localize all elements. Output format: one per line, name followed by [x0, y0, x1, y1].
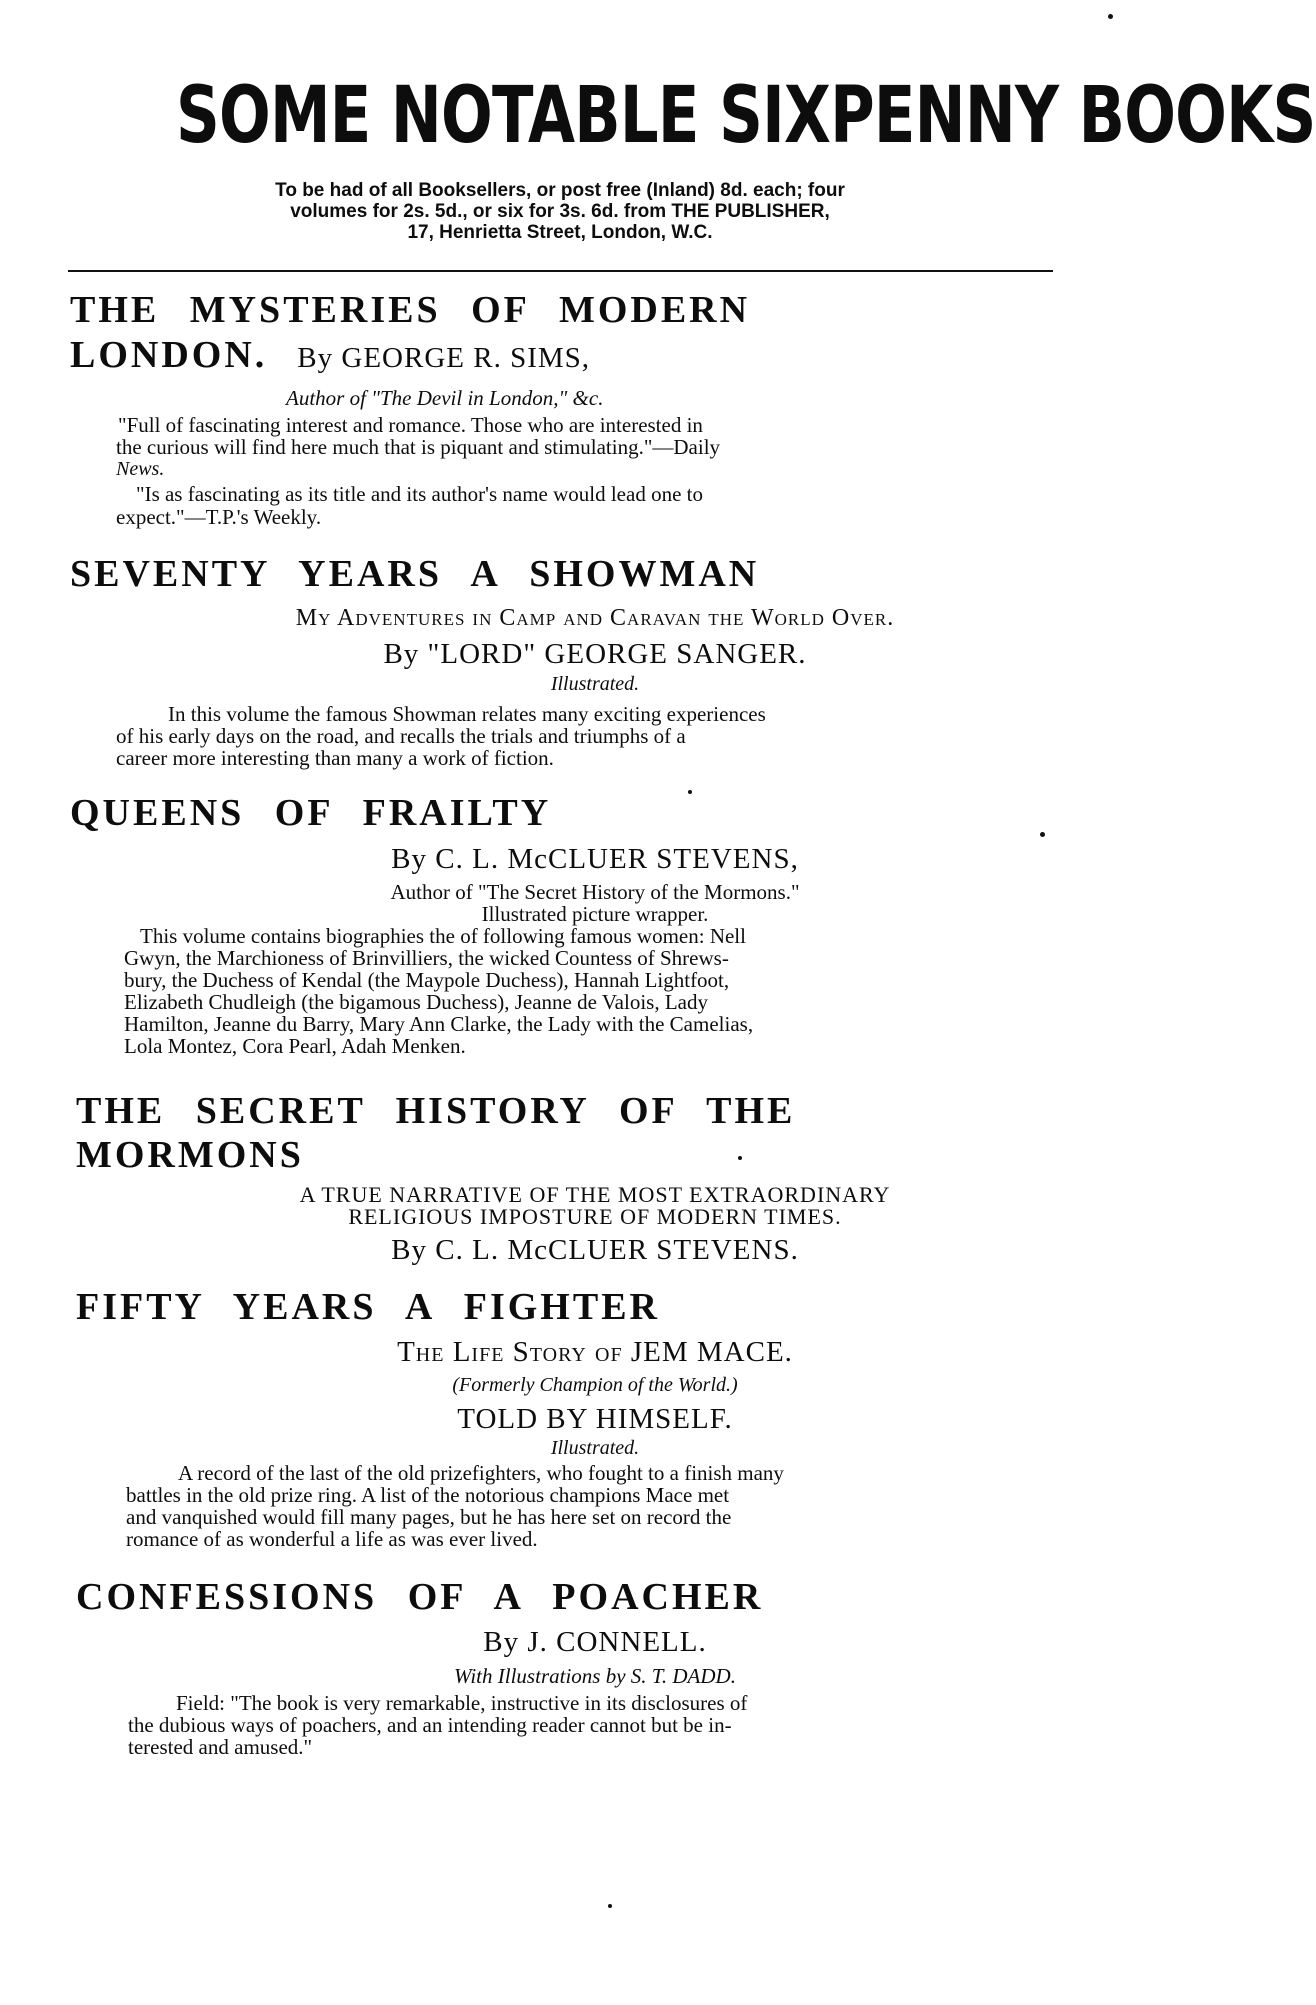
print-speck: [608, 1904, 612, 1908]
description-line: battles in the old prize ring. A list of the notorious champions Mace met: [126, 1483, 730, 1507]
description-line: Hamilton, Jeanne du Barry, Mary Ann Clarke, the Lady with the Camelias,: [124, 1012, 754, 1036]
print-speck: [688, 790, 692, 794]
book-byline: By C. L. McCLUER STEVENS.: [391, 1234, 799, 1266]
book-byline: By GEORGE R. SIMS,: [297, 342, 591, 374]
book-note: With Illustrations by S. T. DADD.: [454, 1664, 736, 1688]
description-line: Gwyn, the Marchioness of Brinvilliers, the wicked Countess of Shrews-: [124, 946, 729, 970]
review-line: terested and amused.": [128, 1735, 313, 1759]
description-line: of his early days on the road, and recalls the trials and triumphs of a: [116, 724, 686, 748]
book-title: QUEENS OF FRAILTY: [70, 792, 552, 834]
book-byline: TOLD BY HIMSELF.: [457, 1403, 733, 1435]
book-note: Author of "The Devil in London," &c.: [286, 386, 604, 410]
description-line: Elizabeth Chudleigh (the bigamous Duchess), Jeanne de Valois, Lady: [124, 990, 708, 1014]
book-title: LONDON.: [70, 334, 268, 376]
description-line: This volume contains biographies the of following famous women: Nell: [140, 924, 746, 948]
review-line: expect."—T.P.'s Weekly.: [116, 505, 322, 529]
book-title-line2: [70, 334, 590, 376]
ordering-info-line: 17, Henrietta Street, London, W.C.: [407, 222, 713, 243]
page-title: SOME NOTABLE SIXPENNY BOOKS: [176, 71, 1316, 161]
book-note: Illustrated.: [550, 1437, 640, 1459]
print-speck: [738, 1156, 742, 1160]
description-line: bury, the Duchess of Kendal (the Maypole Duchess), Hannah Lightfoot,: [124, 968, 730, 992]
review-line: "Full of fascinating interest and romance. Those who are interested in: [118, 413, 703, 437]
description-line: Lola Montez, Cora Pearl, Adah Menken.: [124, 1034, 466, 1058]
book-byline: By C. L. McCLUER STEVENS,: [391, 843, 799, 875]
print-speck: [1108, 14, 1113, 19]
book-title: SEVENTY YEARS A SHOWMAN: [70, 553, 760, 595]
book-note: Author of "The Secret History of the Mormons.": [390, 880, 800, 904]
book-note: (Formerly Champion of the World.): [452, 1374, 738, 1396]
ordering-info: [120, 180, 1000, 243]
review-line: the dubious ways of poachers, and an intending reader cannot but be in-: [128, 1713, 732, 1737]
book-subtitle: My Adventures in Camp and Caravan the World Over.: [295, 605, 895, 631]
book-note: Illustrated.: [550, 673, 640, 695]
review-line: "Is as fascinating as its title and its author's name would lead one to: [136, 482, 703, 506]
book-subtitle: The Life Story of JEM MACE.: [397, 1336, 793, 1368]
review-line: News.: [116, 458, 165, 480]
book-byline: By J. CONNELL.: [483, 1626, 707, 1658]
book-note: Illustrated picture wrapper.: [481, 902, 709, 926]
book-title: THE SECRET HISTORY OF THE: [76, 1090, 796, 1132]
ordering-info-line: volumes for 2s. 5d., or six for 3s. 6d. from THE PUBLISHER,: [290, 201, 830, 222]
review-line: Field: "The book is very remarkable, instructive in its disclosures of: [176, 1691, 748, 1715]
description-line: career more interesting than many a work of fiction.: [116, 746, 554, 770]
header-divider: [68, 270, 1053, 272]
book-subtitle: A TRUE NARRATIVE OF THE MOST EXTRAORDINARY: [299, 1182, 891, 1207]
description-line: A record of the last of the old prizefighters, who fought to a finish many: [178, 1461, 784, 1485]
review-line: the curious will find here much that is piquant and stimulating."—Daily: [116, 435, 721, 459]
description-line: and vanquished would fill many pages, but he has here set on record the: [126, 1505, 732, 1529]
print-speck: [1040, 832, 1045, 837]
book-title: THE MYSTERIES OF MODERN: [70, 289, 751, 331]
book-subtitle: RELIGIOUS IMPOSTURE OF MODERN TIMES.: [348, 1204, 842, 1229]
book-byline: By "LORD" GEORGE SANGER.: [383, 638, 807, 670]
description-line: romance of as wonderful a life as was ever lived.: [126, 1527, 538, 1551]
book-title: CONFESSIONS OF A POACHER: [76, 1576, 764, 1618]
ordering-info-line: To be had of all Booksellers, or post free (Inland) 8d. each; four: [275, 180, 845, 201]
description-line: In this volume the famous Showman relates many exciting experiences: [168, 702, 766, 726]
book-title: MORMONS: [76, 1134, 304, 1176]
book-title: FIFTY YEARS A FIGHTER: [76, 1286, 660, 1328]
